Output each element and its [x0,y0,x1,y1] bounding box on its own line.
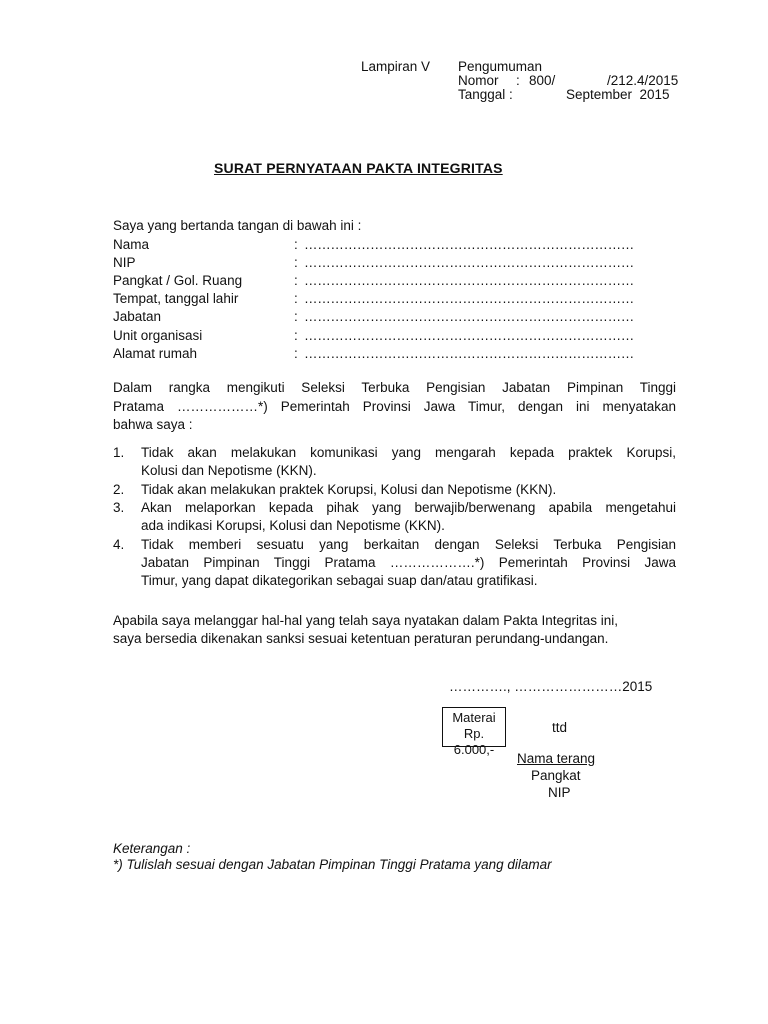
field-rank-label: Pangkat / Gol. Ruang [113,273,243,288]
intro-text: Saya yang bertanda tangan di bawah ini : [113,218,362,233]
field-birth-label: Tempat, tanggal lahir [113,291,239,306]
field-unit-label: Unit organisasi [113,328,203,343]
date-label: Tanggal : [458,87,513,102]
field-unit-dots: ………………………………………………………………… [304,328,635,343]
field-colon: : [294,309,298,324]
signer-rank: Pangkat [531,768,581,783]
list-item-line: Tidak akan melakukan praktek Korupsi, Kolusi dan Nepotisme (KKN). [141,482,557,497]
announcement-label: Pengumuman [458,59,543,74]
notes-text: *) Tulislah sesuai dengan Jabatan Pimpinan Tinggi Pratama yang dilamar [113,857,552,872]
field-nip-dots: ………………………………………………………………… [304,255,635,270]
document-title: SURAT PERNYATAAN PAKTA INTEGRITAS [214,160,503,176]
field-name-label: Nama [113,237,150,252]
field-colon: : [294,328,298,343]
number-value-prefix: 800/ [529,73,556,88]
field-colon: : [294,273,298,288]
list-item-number: 1. [113,445,125,460]
number-value-suffix: /212.4/2015 [607,73,679,88]
signer-name: Nama terang [517,751,596,766]
statement-paragraph-line: Dalam rangka mengikuti Seleksi Terbuka Pengisian Jabatan Pimpinan Tinggi [113,380,676,395]
field-colon: : [294,291,298,306]
field-address-label: Alamat rumah [113,346,198,361]
notes-label: Keterangan : [113,841,191,856]
field-colon: : [294,255,298,270]
field-colon: : [294,346,298,361]
field-colon: : [294,237,298,252]
field-birth-dots: ………………………………………………………………… [304,291,635,306]
date-value: September 2015 [566,87,670,102]
list-item-number: 3. [113,500,125,515]
stamp-duty-amount: Rp. 6.000,- [453,726,495,757]
attachment-label: Lampiran V [361,59,431,74]
list-item-line: Jabatan Pimpinan Tinggi Pratama ……………….*) Pemerintah Provinsi Jawa [141,555,676,570]
field-position-label: Jabatan [113,309,162,324]
list-item-number: 4. [113,537,125,552]
list-item-number: 2. [113,482,125,497]
field-address-dots: ………………………………………………………………… [304,346,635,361]
field-name-dots: ………………………………………………………………… [304,237,635,252]
stamp-duty-label: Materai [452,710,496,725]
list-item-line: Tidak akan melakukan komunikasi yang mengarah kepada praktek Korupsi, [141,445,676,460]
number-label: Nomor [458,73,499,88]
signature-mark: ttd [552,720,568,735]
statement-paragraph-line: bahwa saya : [113,417,193,432]
list-item-line: Timur, yang dapat dikategorikan sebagai suap dan/atau gratifikasi. [141,573,538,588]
field-position-dots: ………………………………………………………………… [304,309,635,324]
list-item-line: Kolusi dan Nepotisme (KKN). [141,463,317,478]
sanction-paragraph-line: saya bersedia dikenakan sanksi sesuai ketentuan peraturan perundang-undangan. [113,631,609,646]
list-item-line: Akan melaporkan kepada pihak yang berwajib/berwenang apabila mengetahui [141,500,676,515]
list-item-line: ada indikasi Korupsi, Kolusi dan Nepotisme (KKN). [141,518,445,533]
field-nip-label: NIP [113,255,136,270]
place-date-line: …………., ……………………2015 [449,679,653,694]
statement-paragraph-line: Pratama ………………*) Pemerintah Provinsi Jawa Timur, dengan ini menyatakan [113,399,676,414]
list-item-line: Tidak memberi sesuatu yang berkaitan dengan Seleksi Terbuka Pengisian [141,537,676,552]
field-rank-dots: ………………………………………………………………… [304,273,635,288]
stamp-duty-box [442,707,506,757]
sanction-paragraph-line: Apabila saya melanggar hal-hal yang telah saya nyatakan dalam Pakta Integritas ini, [113,613,619,628]
number-colon: : [516,73,520,88]
signer-nip: NIP [548,785,571,800]
